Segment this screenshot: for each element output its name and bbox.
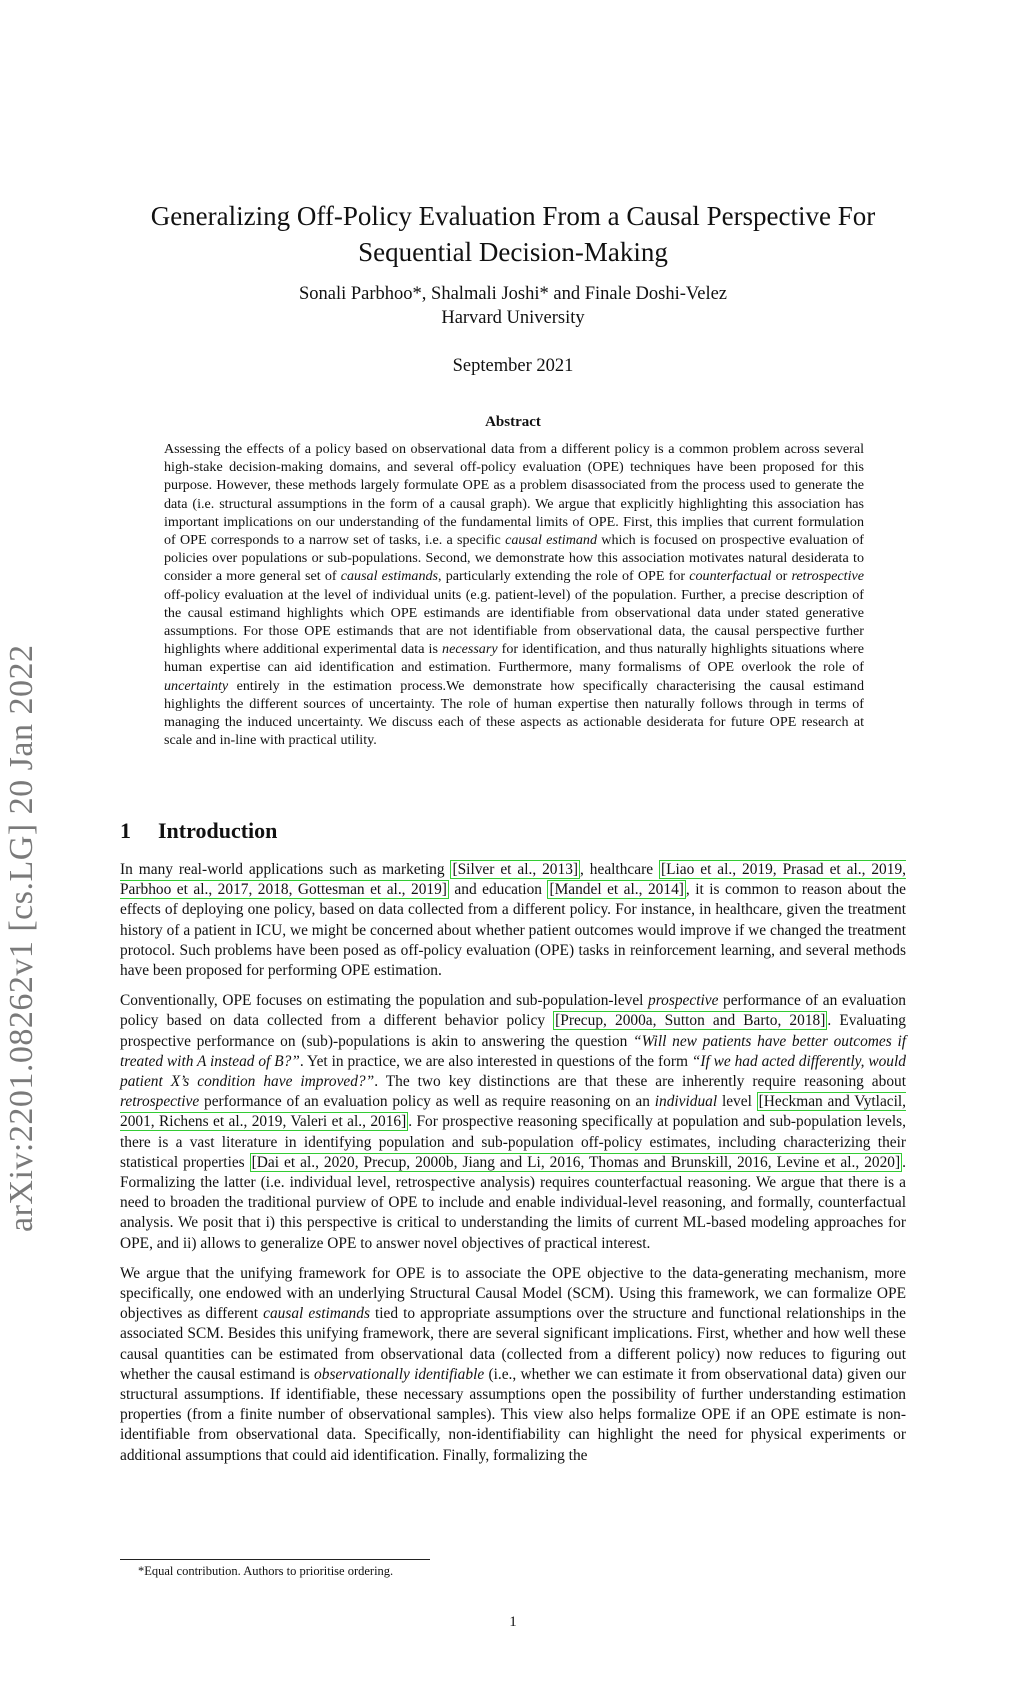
author-list: Sonali Parbhoo*, Shalmali Joshi* and Finale Doshi-Velez [298, 284, 728, 304]
citation-link[interactable]: [Heckman and Vytlacil, 2001, Richens et al., 2019, Valeri et al., 2016] [120, 1093, 907, 1131]
page-number: 1 [509, 1614, 517, 1630]
section-heading-introduction [120, 818, 906, 844]
publication-date: September 2021 [452, 356, 574, 376]
citation-link[interactable]: [Mandel et al., 2014] [549, 881, 684, 899]
paragraph: Conventionally, OPE focuses on estimating the population and sub-population-level prospective performance of an evaluation policy based on data collected from a different behavior policy [Precup, 2000a, Sutton and Barto, 2018] . Evaluating prospective performance on (sub)-populations is akin to answering the question “Will new patients have better outcomes if treated with A instead of B?”. Yet in practice, we are also interested in questions of the form “If we had acted differently, would patient X’s condition have improved?”. The two key distinctions are that these are inherently require reasoning about retrospective performance of an evaluation policy as well as require reasoning on an individual level [Heckman and Vytlacil, 2001, Richens et al., 2019, Valeri et al., 2016] . For prospective reasoning specifically at population and sub-population levels, there is a vast literature in identifying population and sub-population off-policy estimates, including characterizing their statistical properties [Dai et al., 2020, Precup, 2000b, Jiang and Li, 2016, Thomas and Brunskill, 2016, Levine et al., 2020] . Formalizing the latter (i.e. individual level, retrospective analysis) requires counterfactual reasoning. We argue that there is a need to broaden the traditional purview of OPE to include and enable individual-level reasoning, and formally, counterfactual analysis. We posit that i) this perspective is critical to understanding the limits of current ML-based modeling approaches for OPE, and ii) allows to generalize OPE to answer novel objectives of practical interest. [120, 992, 907, 1252]
section-number: 1 [120, 818, 131, 843]
paragraph: In many real-world applications such as marketing [Silver et al., 2013] , healthcare [Liao et al., 2019, Prasad et al., 2019, Parbhoo et al., 2017, 2018, Gottesman et al., 2019] and education [Mandel et al., 2014] , it is common to reason about the effects of deploying one policy, based on data collected from a different policy. For instance, in healthcare, given the treatment history of a patient in ICU, we might be concerned about whether patient outcomes would improve if we changed the treatment protocol. Such problems have been posed as off-policy evaluation (OPE) tasks in reinforcement learning, and several methods have been proposed for performing OPE estimation. [120, 861, 907, 980]
affiliation: Harvard University [441, 308, 585, 328]
arxiv-identifier-stamp: arXiv:2201.08262v1 [cs.LG] 20 Jan 2022 [3, 644, 40, 1232]
citation-link[interactable]: [Dai et al., 2020, Precup, 2000b, Jiang and Li, 2016, Thomas and Brunskill, 2016, Levine et al., 2020] [251, 1153, 901, 1171]
introduction-body [120, 860, 906, 1476]
footnote-divider [120, 1559, 430, 1560]
citation-link[interactable]: [Silver et al., 2013] [452, 861, 579, 878]
citation-link[interactable]: [Liao et al., 2019, Prasad et al., 2019, Parbhoo et al., 2017, 2018, Gottesman et al., 2019] [120, 861, 906, 899]
footnote: *Equal contribution. Authors to prioritise ordering. [138, 1564, 394, 1578]
paragraph: We argue that the unifying framework for OPE is to associate the OPE objective to the data-generating mechanism, more specifically, one endowed with an underlying Structural Causal Model (SCM). Using this framework, we can formalize OPE objectives as different causal estimands tied to appropriate assumptions over the structure and functional relationships in the associated SCM. Besides this unifying framework, there are several significant implications. First, whether and how well these causal quantities can be estimated from observational data (collected from a different policy) now reduces to figuring out whether the causal estimand is observationally identifiable (i.e., whether we can estimate it from observational data) given our structural assumptions. If identifiable, these necessary assumptions open the possibility of further understanding estimation properties (from a finite number of observational samples). This view also helps formalize OPE if an OPE estimate is non-identifiable from observational data. Specifically, non-identifiability can highlight the need for physical experiments or additional assumptions that could aid identification. Finally, formalizing the [120, 1264, 906, 1464]
citation-link[interactable]: [Precup, 2000a, Sutton and Barto, 2018] [555, 1012, 826, 1030]
abstract-heading: Abstract [485, 414, 541, 430]
abstract-text: Assessing the effects of a policy based on observational data from a different policy is a common problem across several high-stake decision-making domains, and several off-policy evaluation (OPE) techniques have been proposed for this purpose. However, these methods largely formulate OPE as a problem disassociated from the process used to generate the data (i.e. structural assumptions in the form of a causal graph). We argue that explicitly highlighting this association has important implications on our understanding of the fundamental limits of OPE. First, this implies that current formulation of OPE corresponds to a narrow set of tasks, i.e. a specific causal estimand which is focused on prospective evaluation of policies over populations or sub-populations. Second, we demonstrate how this association motivates natural desiderata to consider a more general set of causal estimands, particularly extending the role of OPE for counterfactual or retrospective off-policy evaluation at the level of individual units (e.g. patient-level) of the population. Further, a precise description of the causal estimand highlights which OPE estimands are identifiable from observational data under stated generative assumptions. For those OPE estimands that are not identifiable from observational data, the causal perspective further highlights where additional experimental data is necessary for identification, and thus naturally highlights situations where human expertise can aid identification and estimation. Furthermore, many formalisms of OPE overlook the role of uncertainty entirely in the estimation process.We demonstrate how specifically characterising the causal estimand highlights the different sources of uncertainty. The role of human expertise then naturally follows through in terms of managing the induced uncertainty. We discuss each of these aspects as actionable desiderata for future OPE research at scale and in-line with practical utility. [164, 441, 864, 749]
paper-title: Generalizing Off-Policy Evaluation From a Causal Perspective For Sequential Decision-Making [150, 201, 876, 268]
section-title: Introduction [158, 818, 278, 843]
